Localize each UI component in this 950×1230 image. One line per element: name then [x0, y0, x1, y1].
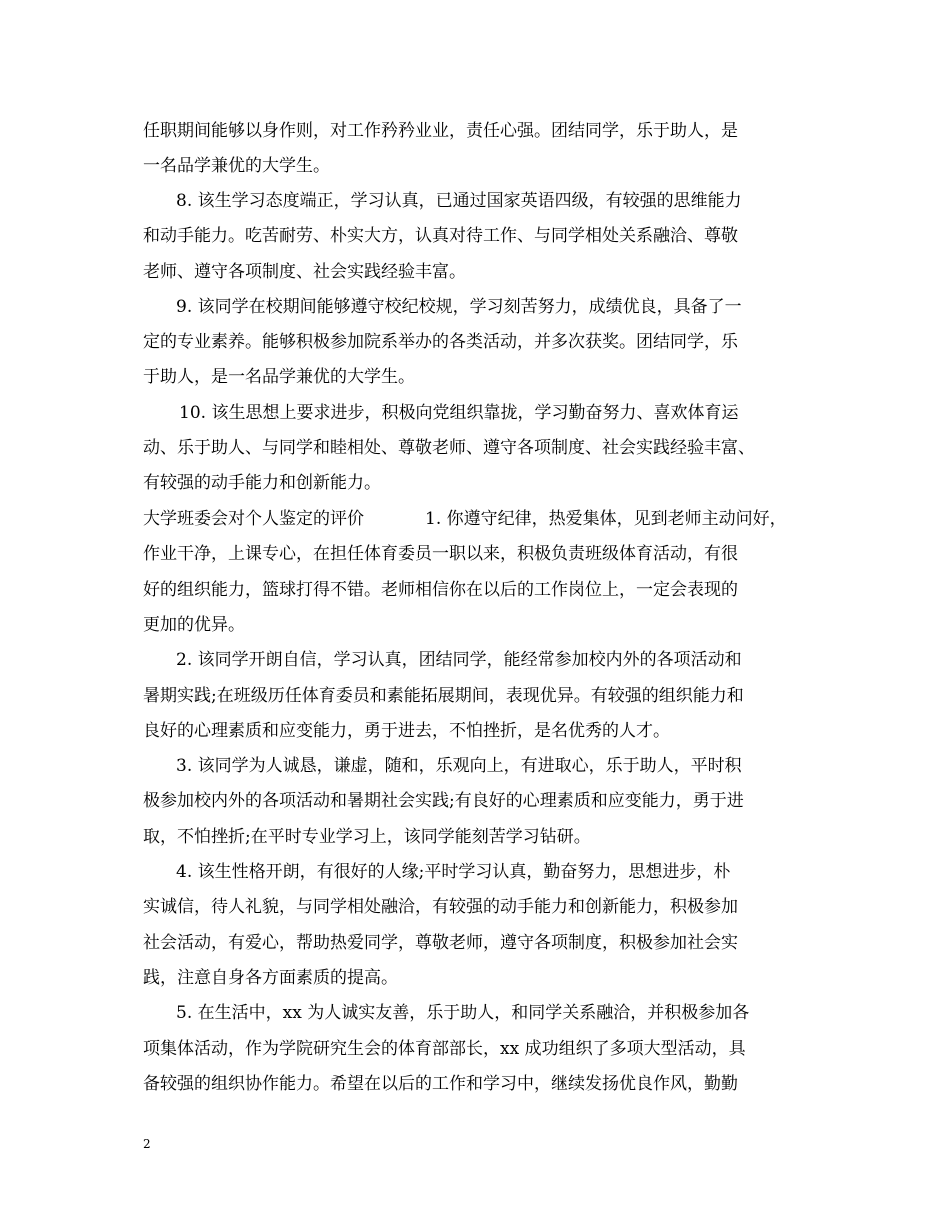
- paragraph-line: 有较强的动手能力和创新能力。: [143, 473, 381, 493]
- paragraph-line: 10. 该生思想上要求进步，积极向党组织靠拢，学习勤奋努力、喜欢体育运: [179, 403, 739, 423]
- paragraph-line: 2. 该同学开朗自信，学习认真，团结同学，能经常参加校内外的各项活动和: [176, 650, 742, 670]
- paragraph-line: 一名品学兼优的大学生。: [143, 156, 330, 176]
- paragraph-line: 定的专业素养。能够积极参加院系举办的各类活动，并多次获奖。团结同学，乐: [143, 332, 738, 352]
- paragraph-line: 1. 你遵守纪律，热爱集体，见到老师主动问好，: [425, 509, 787, 529]
- paragraph-line: 于助人，是一名品学兼优的大学生。: [143, 367, 415, 387]
- paragraph-line: 暑期实践;在班级历任体育委员和素能拓展期间，表现优异。有较强的组织能力和: [143, 686, 744, 706]
- paragraph-line: 实诚信，待人礼貌，与同学相处融洽，有较强的动手能力和创新能力，积极参加: [143, 897, 738, 917]
- paragraph-line: 项集体活动，作为学院研究生会的体育部部长，xx 成功组织了多项大型活动，具: [143, 1039, 746, 1059]
- paragraph-line: 任职期间能够以身作则，对工作矜矜业业，责任心强。团结同学，乐于助人，是: [143, 121, 738, 141]
- paragraph-line: 5. 在生活中，xx 为人诚实友善，乐于助人，和同学关系融洽，并积极参加各: [176, 1003, 750, 1023]
- paragraph-line: 4. 该生性格开朗，有很好的人缘;平时学习认真，勤奋努力，思想进步，朴: [176, 862, 731, 882]
- paragraph-line: 极参加校内外的各项活动和暑期社会实践;有良好的心理素质和应变能力，勇于进: [143, 791, 744, 811]
- paragraph-line: 备较强的组织协作能力。希望在以后的工作和学习中，继续发扬优良作风，勤勤: [143, 1074, 738, 1094]
- paragraph-line: 践，注意自身各方面素质的提高。: [143, 968, 398, 988]
- paragraph-line: 和动手能力。吃苦耐劳、朴实大方，认真对待工作、与同学相处关系融洽、尊敬: [143, 226, 738, 246]
- paragraph-line: 9. 该同学在校期间能够遵守校纪校规，学习刻苦努力，成绩优良，具备了一: [176, 297, 742, 317]
- paragraph-line: 8. 该生学习态度端正，学习认真，已通过国家英语四级，有较强的思维能力: [176, 191, 742, 211]
- paragraph-line: 良好的心理素质和应变能力，勇于进去，不怕挫折，是名优秀的人才。: [143, 721, 670, 741]
- section-title: 大学班委会对个人鉴定的评价: [143, 509, 364, 529]
- paragraph-line: 动、乐于助人、与同学和睦相处、尊敬老师、遵守各项制度、社会实践经验丰富、: [143, 438, 755, 458]
- paragraph-line: 老师、遵守各项制度、社会实践经验丰富。: [143, 262, 466, 282]
- paragraph-line: 好的组织能力，篮球打得不错。老师相信你在以后的工作岗位上，一定会表现的: [143, 580, 738, 600]
- paragraph-line: 作业干净，上课专心，在担任体育委员一职以来，积极负责班级体育活动，有很: [143, 544, 738, 564]
- paragraph-line: 取，不怕挫折;在平时专业学习上，该同学能刻苦学习钻研。: [143, 827, 591, 847]
- paragraph-line: 社会活动，有爱心，帮助热爱同学，尊敬老师，遵守各项制度，积极参加社会实: [143, 933, 738, 953]
- page-number: 2: [143, 1137, 151, 1151]
- paragraph-line: 更加的优异。: [143, 615, 245, 635]
- paragraph-line: 3. 该同学为人诚恳，谦虚，随和，乐观向上，有进取心，乐于助人，平时积: [176, 756, 742, 776]
